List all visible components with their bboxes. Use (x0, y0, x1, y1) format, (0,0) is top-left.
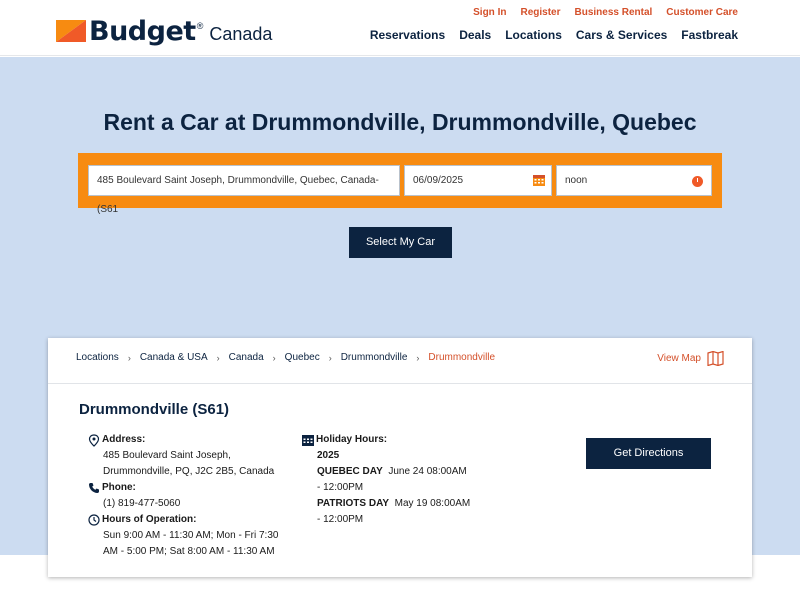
address-heading (88, 432, 288, 448)
location-details (88, 432, 288, 560)
budget-logo-mark-icon (56, 20, 86, 42)
nav-fastbreak[interactable]: Fastbreak (681, 28, 738, 42)
location-card (48, 338, 752, 577)
holiday-1-name: QUEBEC DAY (317, 466, 383, 477)
chevron-right-icon: › (216, 352, 220, 363)
nav-locations[interactable]: Locations (505, 28, 562, 42)
holiday-year: 2025 (317, 450, 340, 461)
hours-label: Hours of Operation: (102, 514, 197, 525)
chevron-right-icon: › (272, 352, 276, 363)
map-pin-icon (88, 434, 100, 447)
hours-heading (88, 512, 288, 528)
select-my-car-button[interactable]: Select My Car (349, 227, 452, 258)
calendar-icon[interactable] (533, 175, 545, 186)
clock-icon (88, 514, 100, 526)
view-map-link[interactable] (657, 351, 724, 366)
customer-care-link[interactable]: Customer Care (666, 7, 738, 18)
get-directions-button[interactable]: Get Directions (586, 438, 711, 469)
breadcrumb-current: Drummondville (428, 352, 496, 363)
location-title: Drummondville (S61) (79, 401, 230, 418)
pickup-time-value: noon (565, 175, 588, 186)
map-icon (707, 351, 724, 366)
hours-line-1: Sun 9:00 AM - 11:30 AM; Mon - Fri 7:30 (103, 530, 279, 541)
card-divider (48, 383, 752, 384)
nav-deals[interactable]: Deals (459, 28, 492, 42)
register-link[interactable]: Register (520, 7, 561, 18)
phone-number[interactable]: (1) 819-477-5060 (103, 498, 181, 509)
nav-reservations[interactable]: Reservations (369, 28, 446, 42)
view-map-label: View Map (657, 353, 701, 364)
hours-line-2: AM - 5:00 PM; Sat 8:00 AM - 11:30 AM (103, 546, 275, 557)
pickup-location-value: 485 Boulevard Saint Joseph, Drummondville, Quebec, Canada-(S61 (97, 175, 379, 215)
chevron-right-icon: › (127, 352, 131, 363)
holiday-row-1 (302, 464, 482, 480)
pickup-location-field[interactable] (88, 165, 400, 215)
holiday-2-name: PATRIOTS DAY (317, 498, 390, 509)
business-rental-link[interactable]: Business Rental (574, 7, 653, 18)
logo-text: Budget (89, 16, 196, 47)
holiday-label: Holiday Hours: (316, 434, 388, 445)
breadcrumb-canada-usa[interactable]: Canada & USA (139, 352, 208, 363)
breadcrumb-canada[interactable]: Canada (228, 352, 264, 363)
breadcrumb-quebec[interactable]: Quebec (284, 352, 320, 363)
breadcrumb (76, 352, 495, 363)
utility-links (473, 7, 738, 18)
holiday-heading (302, 432, 482, 448)
holiday-row-2 (302, 496, 482, 512)
booking-widget (78, 153, 722, 215)
calendar-icon (302, 435, 314, 446)
sign-in-link[interactable]: Sign In (473, 7, 507, 18)
holiday-2-date: May 19 08:00AM (394, 498, 471, 509)
holiday-hours (302, 432, 482, 528)
breadcrumb-locations[interactable]: Locations (76, 352, 119, 363)
main-nav (370, 28, 738, 42)
clock-icon (692, 176, 703, 187)
chevron-right-icon: › (328, 352, 332, 363)
address-label: Address: (102, 434, 146, 445)
holiday-1-date: June 24 08:00AM (388, 466, 467, 477)
address-line-2: Drummondville, PQ, J2C 2B5, Canada (103, 466, 275, 477)
address-line-1: 485 Boulevard Saint Joseph, (103, 450, 231, 461)
budget-logo[interactable] (56, 16, 272, 48)
pickup-date-value: 06/09/2025 (413, 175, 464, 186)
holiday-2-end: - 12:00PM (317, 514, 364, 525)
breadcrumb-drummondville-city[interactable]: Drummondville (340, 352, 408, 363)
chevron-right-icon: › (416, 352, 420, 363)
site-header (0, 0, 800, 56)
logo-country: Canada (209, 24, 273, 44)
logo-registered-mark: ® (196, 21, 204, 31)
phone-icon (88, 482, 100, 494)
nav-cars-services[interactable]: Cars & Services (575, 28, 668, 42)
pickup-time-field[interactable] (556, 165, 712, 196)
phone-heading (88, 480, 288, 496)
phone-label: Phone: (102, 482, 136, 493)
page-title: Rent a Car at Drummondville, Drummondville, Quebec (103, 109, 697, 135)
holiday-1-end: - 12:00PM (317, 482, 364, 493)
pickup-date-field[interactable] (404, 165, 552, 196)
